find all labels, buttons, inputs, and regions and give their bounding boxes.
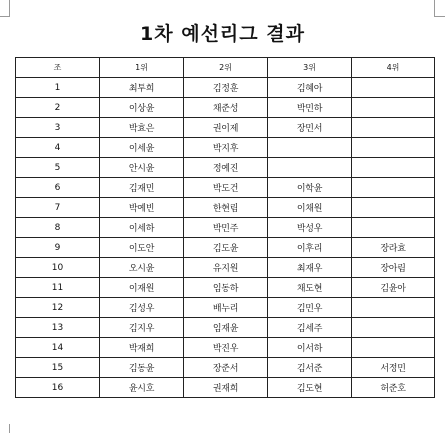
place-1-cell: 박예빈 <box>100 198 184 218</box>
place-2-cell: 채준성 <box>184 98 268 118</box>
table-row <box>16 238 435 258</box>
place-3-cell: 김서준 <box>268 358 352 378</box>
group-number-cell: 3 <box>16 118 100 138</box>
place-3-cell: 이채원 <box>268 198 352 218</box>
place-1-cell: 이세윤 <box>100 138 184 158</box>
group-number-cell: 13 <box>16 318 100 338</box>
group-number-cell: 9 <box>16 238 100 258</box>
place-3-cell <box>268 158 352 178</box>
place-4-cell <box>352 298 435 318</box>
place-1-cell: 박재희 <box>100 338 184 358</box>
place-4-cell <box>352 98 435 118</box>
place-2-cell: 장준서 <box>184 358 268 378</box>
place-1-cell: 김재민 <box>100 178 184 198</box>
place-1-cell: 김성우 <box>100 298 184 318</box>
place-1-cell: 오시윤 <box>100 258 184 278</box>
place-2-cell: 권이제 <box>184 118 268 138</box>
place-2-cell: 유지원 <box>184 258 268 278</box>
place-3-cell: 최재우 <box>268 258 352 278</box>
place-1-cell: 이도안 <box>100 238 184 258</box>
place-4-cell <box>352 158 435 178</box>
place-3-cell <box>268 138 352 158</box>
table-row <box>16 78 435 98</box>
place-2-cell: 권재희 <box>184 378 268 398</box>
crop-mark-bottom-left-vertical <box>9 424 10 433</box>
place-2-cell: 정예진 <box>184 158 268 178</box>
place-2-cell: 한현림 <box>184 198 268 218</box>
place-1-cell: 윤시호 <box>100 378 184 398</box>
table-row <box>16 258 435 278</box>
table-row <box>16 298 435 318</box>
place-1-cell: 안시윤 <box>100 158 184 178</box>
group-number-cell: 15 <box>16 358 100 378</box>
header-place-2: 2위 <box>184 58 268 78</box>
place-4-cell <box>352 118 435 138</box>
header-place-1: 1위 <box>100 58 184 78</box>
place-2-cell: 임재윤 <box>184 318 268 338</box>
table-row <box>16 178 435 198</box>
group-number-cell: 14 <box>16 338 100 358</box>
place-1-cell: 김지우 <box>100 318 184 338</box>
place-4-cell <box>352 338 435 358</box>
group-number-cell: 11 <box>16 278 100 298</box>
place-3-cell: 김도현 <box>268 378 352 398</box>
table-row <box>16 218 435 238</box>
header-group: 조 <box>16 58 100 78</box>
place-2-cell: 박민주 <box>184 218 268 238</box>
place-4-cell: 서정민 <box>352 358 435 378</box>
place-2-cell: 박도건 <box>184 178 268 198</box>
place-3-cell: 채도현 <box>268 278 352 298</box>
results-body <box>16 78 435 398</box>
group-number-cell: 10 <box>16 258 100 278</box>
table-row <box>16 318 435 338</box>
place-3-cell: 김민우 <box>268 298 352 318</box>
place-2-cell: 박지후 <box>184 138 268 158</box>
place-2-cell: 배누리 <box>184 298 268 318</box>
header-row <box>16 58 435 78</box>
place-2-cell: 김정훈 <box>184 78 268 98</box>
place-2-cell: 임동하 <box>184 278 268 298</box>
place-4-cell <box>352 138 435 158</box>
place-3-cell: 이후리 <box>268 238 352 258</box>
place-4-cell: 허준호 <box>352 378 435 398</box>
group-number-cell: 6 <box>16 178 100 198</box>
place-1-cell: 이재원 <box>100 278 184 298</box>
group-number-cell: 8 <box>16 218 100 238</box>
group-number-cell: 5 <box>16 158 100 178</box>
header-place-4: 4위 <box>352 58 435 78</box>
place-4-cell: 장라효 <box>352 238 435 258</box>
place-3-cell: 김혜아 <box>268 78 352 98</box>
place-4-cell <box>352 198 435 218</box>
group-number-cell: 2 <box>16 98 100 118</box>
place-4-cell: 김윤아 <box>352 278 435 298</box>
place-1-cell: 이세하 <box>100 218 184 238</box>
place-3-cell: 박민하 <box>268 98 352 118</box>
crop-mark-top-right-vertical <box>434 0 435 17</box>
place-1-cell: 이상윤 <box>100 98 184 118</box>
crop-mark-top-right-horizontal <box>434 16 445 17</box>
place-3-cell: 김세주 <box>268 318 352 338</box>
place-1-cell: 박효은 <box>100 118 184 138</box>
table-row <box>16 158 435 178</box>
crop-mark-top-left-vertical <box>9 0 10 17</box>
place-4-cell <box>352 78 435 98</box>
place-4-cell: 장아림 <box>352 258 435 278</box>
group-number-cell: 16 <box>16 378 100 398</box>
place-4-cell <box>352 218 435 238</box>
place-4-cell <box>352 178 435 198</box>
table-row <box>16 138 435 158</box>
table-row <box>16 378 435 398</box>
place-1-cell: 김동윤 <box>100 358 184 378</box>
place-4-cell <box>352 318 435 338</box>
table-row <box>16 98 435 118</box>
crop-mark-top-left-horizontal <box>0 16 9 17</box>
table-row <box>16 118 435 138</box>
group-number-cell: 7 <box>16 198 100 218</box>
place-3-cell: 박성우 <box>268 218 352 238</box>
table-row <box>16 278 435 298</box>
group-number-cell: 4 <box>16 138 100 158</box>
place-2-cell: 김도윤 <box>184 238 268 258</box>
place-3-cell: 이서하 <box>268 338 352 358</box>
header-place-3: 3위 <box>268 58 352 78</box>
table-row <box>16 198 435 218</box>
place-3-cell: 장민서 <box>268 118 352 138</box>
table-row <box>16 338 435 358</box>
group-number-cell: 12 <box>16 298 100 318</box>
results-table <box>15 57 435 398</box>
place-2-cell: 박진우 <box>184 338 268 358</box>
document-title: 1차 예선리그 결과 <box>140 23 305 45</box>
place-1-cell: 최투희 <box>100 78 184 98</box>
table-row <box>16 358 435 378</box>
place-3-cell: 이학윤 <box>268 178 352 198</box>
group-number-cell: 1 <box>16 78 100 98</box>
